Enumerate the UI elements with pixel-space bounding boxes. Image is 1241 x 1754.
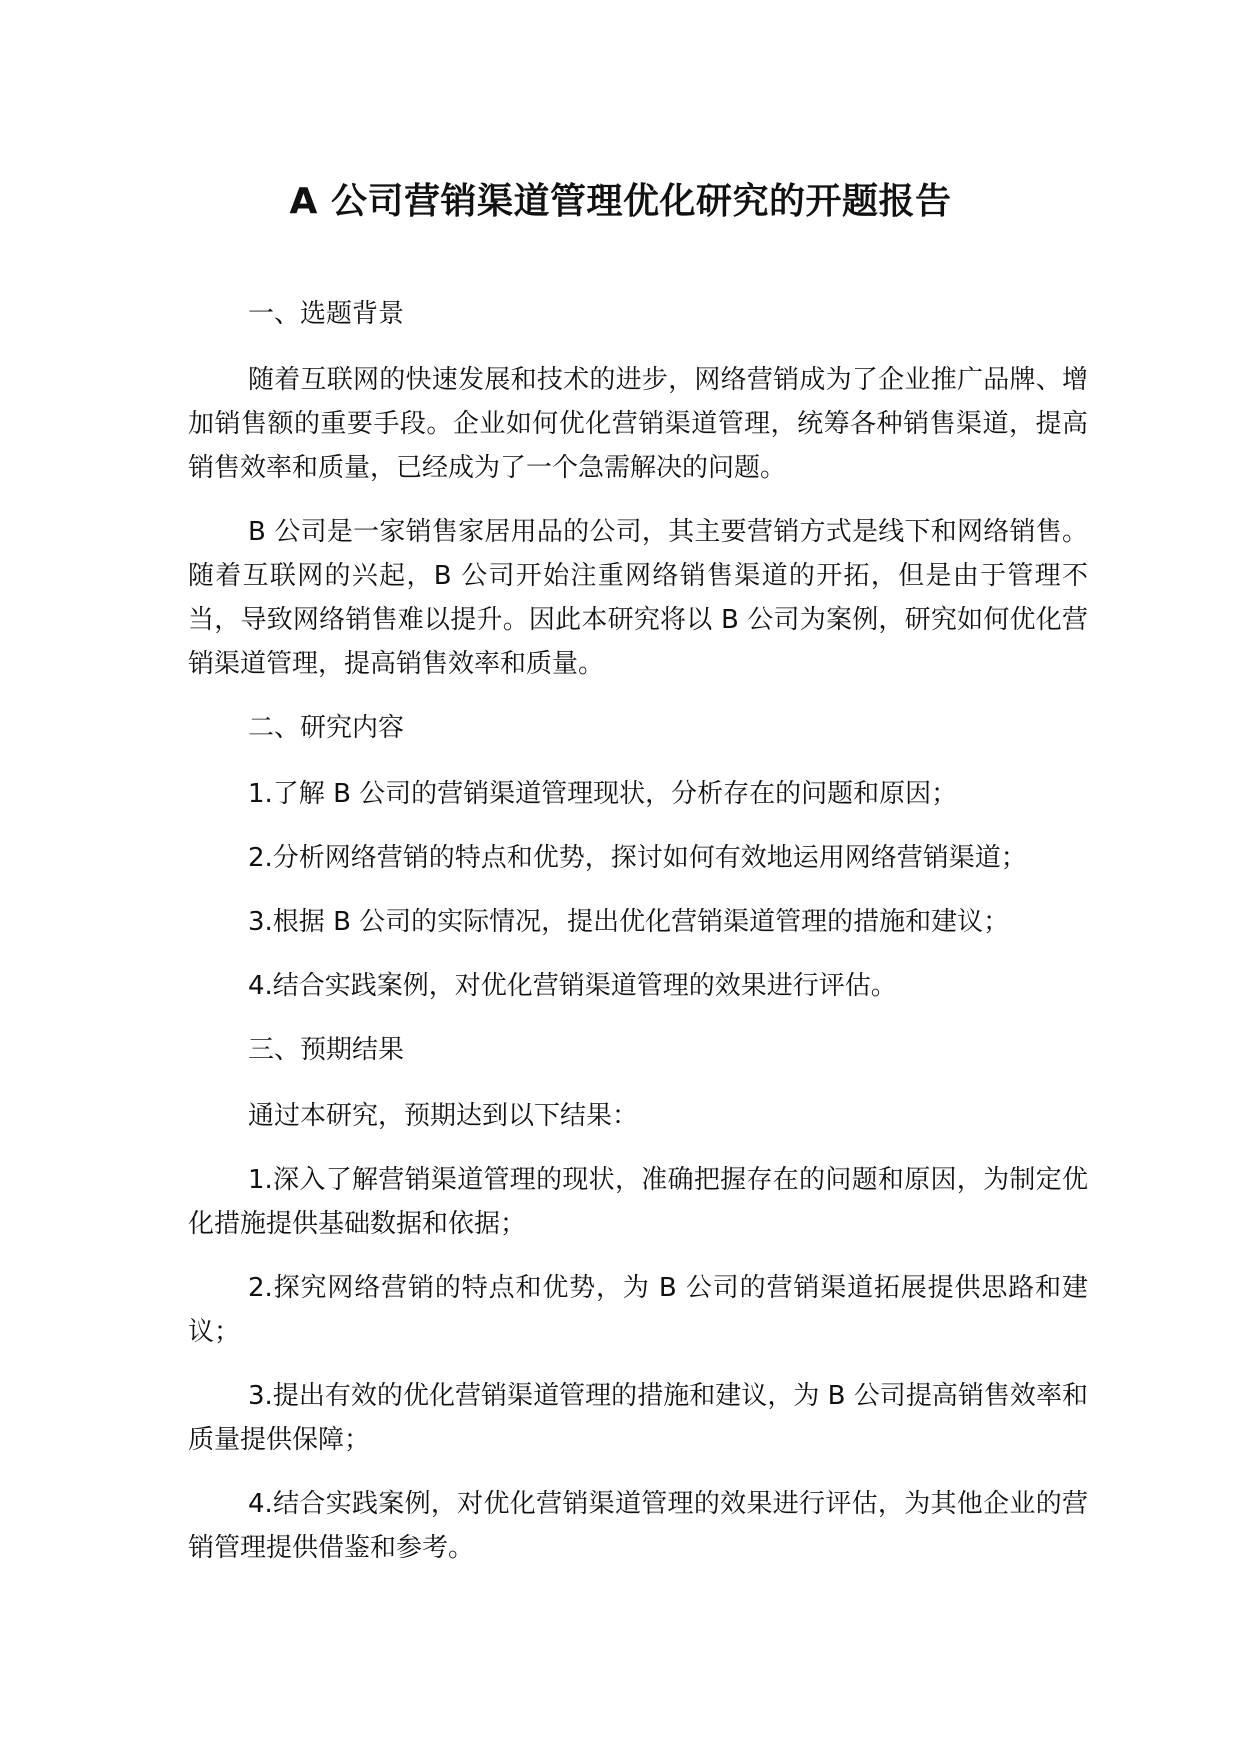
list-item: 4.结合实践案例，对优化营销渠道管理的效果进行评估。 bbox=[248, 971, 897, 1001]
list-item: 1.了解 B 公司的营销渠道管理现状，分析存在的问题和原因； bbox=[248, 779, 958, 809]
list-item: 3.根据 B 公司的实际情况，提出优化营销渠道管理的措施和建议； bbox=[248, 907, 1010, 937]
list-item: 4.结合实践案例，对优化营销渠道管理的效果进行评估，为其他企业的营销管理提供借鉴和参考。 bbox=[188, 1489, 1088, 1563]
section-heading-content: 二、研究内容 bbox=[248, 713, 405, 743]
section-heading-results: 三、预期结果 bbox=[248, 1035, 405, 1065]
paragraph: B 公司是一家销售家居用品的公司，其主要营销方式是线下和网络销售。随着互联网的兴起，B 公司开始注重网络销售渠道的开拓，但是由于管理不当，导致网络销售难以提升。因此本研究将以 B 公司为案例，研究如何优化营销渠道管理，提高销售效率和质量。 bbox=[188, 517, 1088, 679]
list-item: 2.探究网络营销的特点和优势，为 B 公司的营销渠道拓展提供思路和建议； bbox=[188, 1273, 1088, 1347]
document-title: A 公司营销渠道管理优化研究的开题报告 bbox=[289, 181, 952, 222]
paragraph: 随着互联网的快速发展和技术的进步，网络营销成为了企业推广品牌、增加销售额的重要手段。企业如何优化营销渠道管理，统筹各种销售渠道，提高销售效率和质量，已经成为了一个急需解决的问题。 bbox=[188, 365, 1088, 483]
list-item: 2.分析网络营销的特点和优势，探讨如何有效地运用网络营销渠道； bbox=[248, 843, 1027, 873]
document-body bbox=[188, 292, 1088, 1590]
section-heading-background: 一、选题背景 bbox=[248, 299, 405, 329]
paragraph: 通过本研究，预期达到以下结果： bbox=[248, 1101, 639, 1131]
list-item: 3.提出有效的优化营销渠道管理的措施和建议，为 B 公司提高销售效率和质量提供保障； bbox=[188, 1381, 1088, 1455]
list-item: 1.深入了解营销渠道管理的现状，准确把握存在的问题和原因，为制定优化措施提供基础数据和依据； bbox=[188, 1165, 1088, 1239]
